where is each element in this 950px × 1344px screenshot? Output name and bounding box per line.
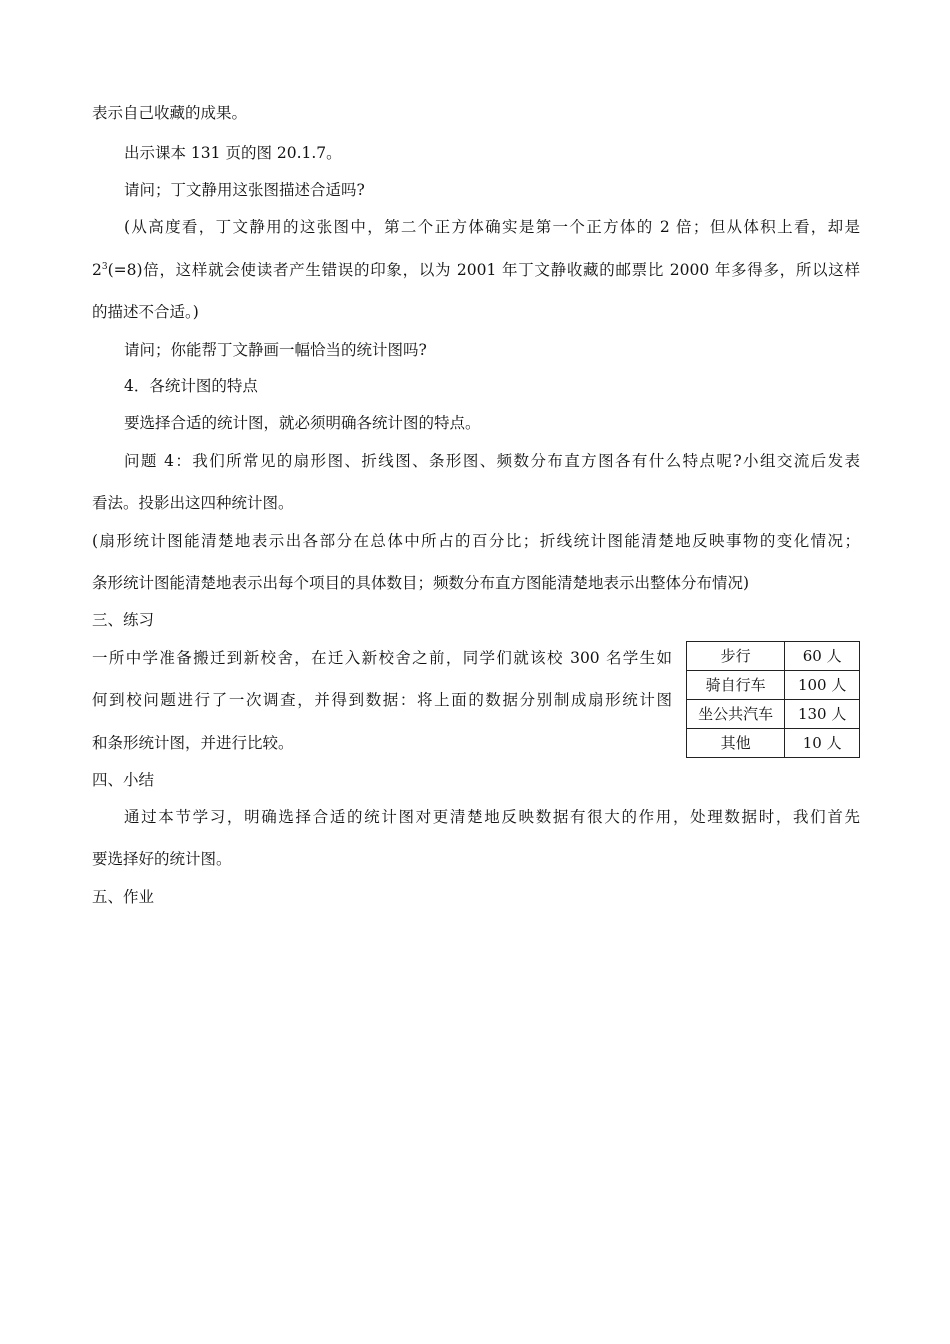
paragraph-line: 要选择好的统计图。 <box>92 850 232 868</box>
paragraph-line: (扇形统计图能清楚地表示出各部分在总体中所占的百分比；折线统计图能清楚地反映事物的变化情况； <box>92 532 860 550</box>
paragraph-line: 看法。投影出这四种统计图。 <box>92 494 294 512</box>
paragraph-line: 何到校问题进行了一次调查，并得到数据：将上面的数据分别制成扇形统计图 <box>92 691 672 709</box>
section-heading: 4．各统计图的特点 <box>124 377 258 395</box>
table-row <box>687 729 860 758</box>
power-exponent: 3 <box>101 262 108 272</box>
paragraph-line: 和条形统计图，并进行比较。 <box>92 734 294 752</box>
power-base: 2 <box>92 261 102 279</box>
table-row <box>687 671 860 700</box>
power-line <box>92 260 860 280</box>
paragraph-line: 出示课本 131 页的图 20.1.7。 <box>124 144 342 162</box>
survey-table <box>686 641 860 758</box>
paragraph-line: 问题 4：我们所常见的扇形图、折线图、条形图、频数分布直方图各有什么特点呢?小组交流后发表 <box>124 452 860 470</box>
paragraph-line: 请问；你能帮丁文静画一幅恰当的统计图吗? <box>124 341 427 359</box>
table-cell-count: 130 人 <box>785 700 860 729</box>
paragraph-line: 条形统计图能清楚地表示出每个项目的具体数目；频数分布直方图能清楚地表示出整体分布情况) <box>92 574 750 592</box>
paragraph-line: 请问；丁文静用这张图描述合适吗? <box>124 181 365 199</box>
table-cell-mode: 坐公共汽车 <box>687 700 785 729</box>
section-heading: 三、练习 <box>92 611 155 629</box>
paragraph-line: 表示自己收藏的成果。 <box>92 104 248 122</box>
paragraph-line: (从高度看，丁文静用的这张图中，第二个正方体确实是第一个正方体的 2 倍；但从体积上看，却是 <box>124 218 860 236</box>
table-cell-count: 60 人 <box>785 642 860 671</box>
paragraph-line: 要选择合适的统计图，就必须明确各统计图的特点。 <box>124 414 481 432</box>
power-rest: (=8)倍，这样就会使读者产生错误的印象，以为 2001 年丁文静收藏的邮票比 2000 年多得多，所以这样 <box>107 261 860 279</box>
table-row <box>687 700 860 729</box>
table-cell-count: 10 人 <box>785 729 860 758</box>
paragraph-line: 一所中学准备搬迁到新校舍，在迁入新校舍之前，同学们就该校 300 名学生如 <box>92 649 672 667</box>
table-cell-mode: 其他 <box>687 729 785 758</box>
table-cell-mode: 骑自行车 <box>687 671 785 700</box>
table-cell-count: 100 人 <box>785 671 860 700</box>
paragraph-line: 的描述不合适。) <box>92 303 199 321</box>
section-heading: 五、作业 <box>92 888 155 906</box>
section-heading: 四、小结 <box>92 771 155 789</box>
paragraph-line: 通过本节学习，明确选择合适的统计图对更清楚地反映数据有很大的作用，处理数据时，我们首先 <box>124 808 860 826</box>
table-row <box>687 642 860 671</box>
table-cell-mode: 步行 <box>687 642 785 671</box>
